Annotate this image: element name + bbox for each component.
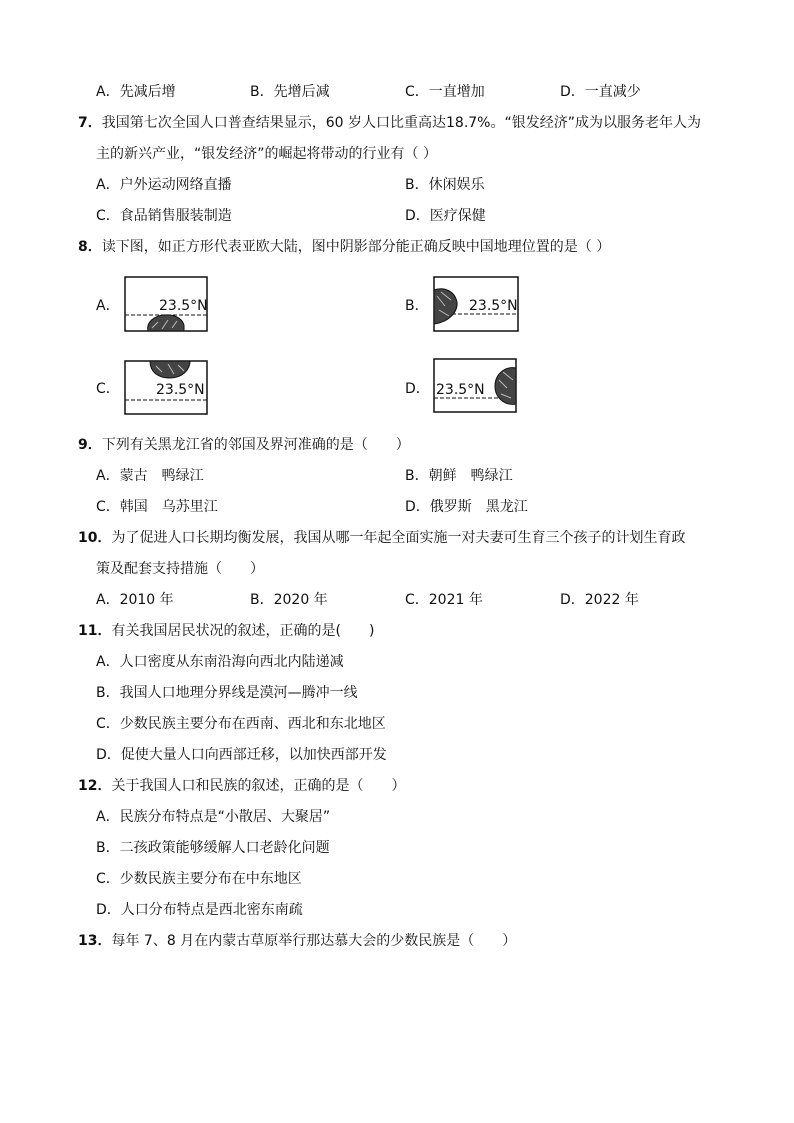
q8-number: 8．	[78, 239, 102, 255]
q10-option-a: A．2010 年	[96, 592, 174, 608]
q9-text: 下列有关黑龙江省的邻国及界河准确的是（ ）	[101, 437, 410, 453]
q9-option-d: D．俄罗斯 黑龙江	[405, 499, 528, 515]
q6-option-c: C．一直增加	[405, 84, 485, 100]
q7-option-c: C．食品销售服装制造	[96, 208, 232, 224]
q8-map-b	[433, 276, 519, 334]
q10-text-line2: 策及配套支持措施（ ）	[96, 561, 264, 577]
q12-option-c: C．少数民族主要分布在中东地区	[96, 871, 302, 887]
q9-option-c: C．韩国 乌苏里江	[96, 499, 218, 515]
q13-number: 13．	[78, 933, 112, 949]
q7-stem-line1	[78, 113, 701, 133]
q7-text-line1: 我国第七次全国人口普查结果显示，60 岁人口比重高达18.7%。“银发经济”成为以服务老年人为	[101, 115, 701, 131]
q8-map-b-latitude: 23.5°N	[469, 298, 518, 314]
q11-text: 有关我国居民状况的叙述，正确的是( )	[111, 623, 375, 639]
q8-option-c-letter: C．	[96, 381, 120, 397]
q8-map-c-latitude: 23.5°N	[156, 382, 205, 398]
q7-option-d: D．医疗保健	[405, 208, 486, 224]
q9-number: 9．	[78, 437, 102, 453]
q11-option-d: D．促使大量人口向西部迁移，以加快西部开发	[96, 747, 387, 763]
q12-number: 12．	[78, 778, 112, 794]
q8-option-a-letter: A．	[96, 298, 120, 314]
q8-option-d-letter: D．	[405, 381, 430, 397]
q12-option-a: A．民族分布特点是“小散居、大聚居”	[96, 809, 331, 825]
q13-stem	[78, 931, 516, 951]
q12-stem	[78, 776, 405, 796]
q11-option-b: B．我国人口地理分界线是漠河—腾冲一线	[96, 685, 358, 701]
q10-option-b: B．2020 年	[250, 592, 328, 608]
q11-number: 11．	[78, 623, 112, 639]
q8-map-a-latitude: 23.5°N	[159, 298, 208, 314]
q8-map-d-latitude: 23.5°N	[436, 382, 485, 398]
q7-option-a: A．户外运动网络直播	[96, 177, 232, 193]
q9-stem	[78, 435, 410, 455]
q10-number: 10．	[78, 530, 112, 546]
q7-option-b: B．休闲娱乐	[405, 177, 485, 193]
q8-map-d	[433, 358, 517, 414]
q7-number: 7．	[78, 115, 102, 131]
q10-text-line1: 为了促进人口长期均衡发展，我国从哪一年起全面实施一对夫妻可生育三个孩子的计划生育政	[111, 530, 686, 546]
q12-option-b: B．二孩政策能够缓解人口老龄化问题	[96, 840, 330, 856]
q9-option-a: A．蒙古 鸭绿江	[96, 468, 204, 484]
q11-stem	[78, 621, 374, 641]
q8-option-b-letter: B．	[405, 298, 429, 314]
q7-text-line2: 主的新兴产业，“银发经济”的崛起将带动的行业有（ ）	[96, 146, 437, 162]
q8-map-a	[124, 276, 208, 334]
q9-option-b: B．朝鲜 鸭绿江	[405, 468, 513, 484]
q12-text: 关于我国人口和民族的叙述，正确的是（ ）	[111, 778, 406, 794]
q11-option-c: C．少数民族主要分布在西南、西北和东北地区	[96, 716, 386, 732]
q8-text: 读下图，如正方形代表亚欧大陆，图中阴影部分能正确反映中国地理位置的是（ ）	[101, 239, 611, 255]
q10-stem-line1	[78, 528, 685, 548]
q6-option-a: A．先减后增	[96, 84, 176, 100]
q10-option-c: C．2021 年	[405, 592, 483, 608]
q6-option-b: B．先增后减	[250, 84, 330, 100]
q13-text: 每年 7、8 月在内蒙古草原举行那达慕大会的少数民族是（ ）	[111, 933, 517, 949]
q6-option-d: D．一直减少	[560, 84, 641, 100]
q8-stem	[78, 237, 610, 257]
q12-option-d: D．人口分布特点是西北密东南疏	[96, 902, 303, 918]
q11-option-a: A．人口密度从东南沿海向西北内陆递减	[96, 654, 344, 670]
q8-map-c	[124, 360, 208, 416]
q10-option-d: D．2022 年	[560, 592, 639, 608]
